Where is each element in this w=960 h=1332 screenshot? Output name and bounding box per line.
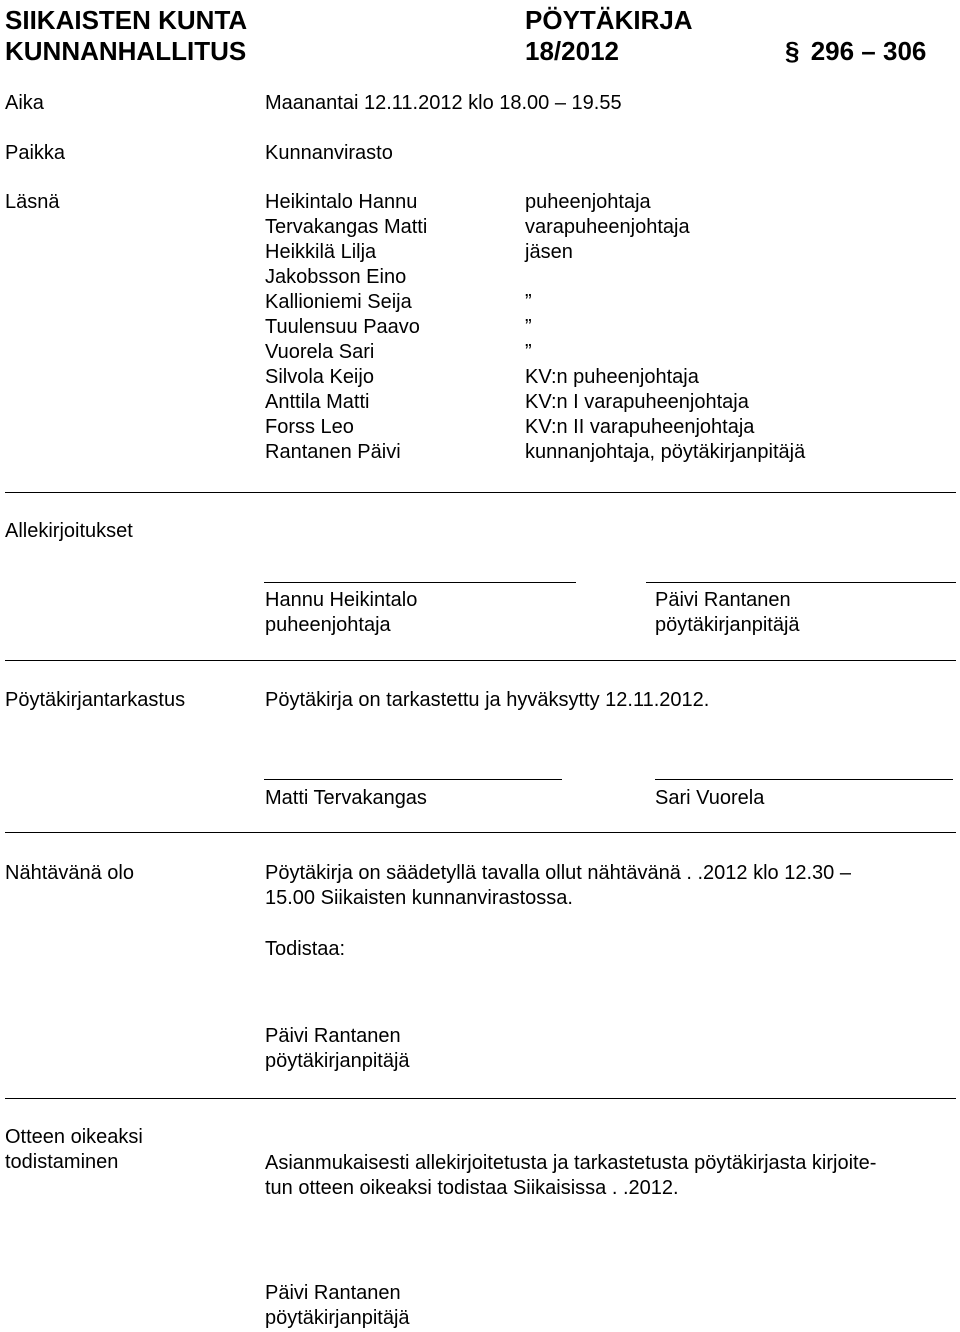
section-range <box>785 36 926 66</box>
attendee-name: Silvola Keijo <box>265 366 374 388</box>
display-text-line1: Pöytäkirja on säädetyllä tavalla ollut nähtävänä . .2012 klo 12.30 – <box>265 862 851 884</box>
chair-title: puheenjohtaja <box>265 614 391 636</box>
extract-signer-title: pöytäkirjanpitäjä <box>265 1307 410 1329</box>
review-text: Pöytäkirja on tarkastettu ja hyväksytty 12.11.2012. <box>265 689 710 711</box>
signature-line <box>264 779 562 780</box>
attendee-role: ” <box>525 291 532 313</box>
display-label: Nähtävänä olo <box>5 862 134 884</box>
attendee-name: Forss Leo <box>265 416 354 438</box>
attendee-role: jäsen <box>525 241 573 263</box>
section-sign: § <box>785 36 800 66</box>
display-text-line2: 15.00 Siikaisten kunnanvirastossa. <box>265 887 573 909</box>
extract-label-line1: Otteen oikeaksi <box>5 1126 143 1148</box>
section-divider <box>5 492 956 493</box>
signature-line <box>646 582 956 583</box>
extract-text-line1: Asianmukaisesti allekirjoitetusta ja tarkastetusta pöytäkirjasta kirjoite- <box>265 1152 877 1174</box>
document-number: 18/2012 <box>525 36 619 66</box>
display-signer-name: Päivi Rantanen <box>265 1025 401 1047</box>
secretary-title: pöytäkirjanpitäjä <box>655 614 800 636</box>
attendee-name: Tuulensuu Paavo <box>265 316 420 338</box>
attendee-row <box>265 190 651 215</box>
document-type: PÖYTÄKIRJA <box>525 5 693 35</box>
signatures-label: Allekirjoitukset <box>5 520 133 542</box>
signature-line <box>655 779 953 780</box>
attendee-row <box>265 390 749 415</box>
attendee-role: KV:n puheenjohtaja <box>525 366 699 388</box>
section-divider <box>5 1098 956 1099</box>
attendee-row <box>265 365 699 390</box>
attendee-row <box>265 340 532 365</box>
attendee-row <box>265 240 573 265</box>
time-value: Maanantai 12.11.2012 klo 18.00 – 19.55 <box>265 92 622 114</box>
attendee-name: Tervakangas Matti <box>265 216 428 238</box>
present-label: Läsnä <box>5 191 60 213</box>
extract-label-line2: todistaminen <box>5 1151 119 1173</box>
attendee-role: varapuheenjohtaja <box>525 216 690 238</box>
attendee-role: kunnanjohtaja, pöytäkirjanpitäjä <box>525 441 806 463</box>
attendee-name: Heikintalo Hannu <box>265 191 418 213</box>
attendee-name: Heikkilä Lilja <box>265 241 377 263</box>
attendee-row <box>265 290 532 315</box>
place-label: Paikka <box>5 142 66 164</box>
section-divider <box>5 660 956 661</box>
attendee-row <box>265 415 755 440</box>
reviewer-right-name: Sari Vuorela <box>655 787 765 809</box>
attendee-role: KV:n II varapuheenjohtaja <box>525 416 755 438</box>
review-label: Pöytäkirjantarkastus <box>5 689 186 711</box>
reviewer-left-name: Matti Tervakangas <box>265 787 427 809</box>
attendee-name: Anttila Matti <box>265 391 370 413</box>
attendee-role: KV:n I varapuheenjohtaja <box>525 391 749 413</box>
attendee-row <box>265 265 427 290</box>
chair-name: Hannu Heikintalo <box>265 589 418 611</box>
attendee-role: puheenjohtaja <box>525 191 651 213</box>
attendee-role: ” <box>525 341 532 363</box>
display-signer-title: pöytäkirjanpitäjä <box>265 1050 410 1072</box>
attendee-name: Kallioniemi Seija <box>265 291 412 313</box>
place-value: Kunnanvirasto <box>265 142 393 164</box>
section-divider <box>5 832 956 833</box>
attendee-row <box>265 215 690 240</box>
attest-label: Todistaa: <box>265 938 346 960</box>
attendee-name: Rantanen Päivi <box>265 441 401 463</box>
attendee-list <box>265 190 806 465</box>
attendee-name: Jakobsson Eino <box>265 266 407 288</box>
board-name: KUNNANHALLITUS <box>5 36 247 66</box>
attendee-name: Vuorela Sari <box>265 341 375 363</box>
attendee-role: ” <box>525 316 532 338</box>
signature-line <box>264 582 576 583</box>
time-label: Aika <box>5 92 44 114</box>
attendee-row <box>265 315 532 340</box>
extract-signer-name: Päivi Rantanen <box>265 1282 401 1304</box>
section-numbers: 296 – 306 <box>810 36 927 66</box>
attendee-row <box>265 440 806 465</box>
municipality-name: SIIKAISTEN KUNTA <box>5 5 248 35</box>
extract-text-line2: tun otteen oikeaksi todistaa Siikaisissa . .2012. <box>265 1177 679 1199</box>
secretary-name: Päivi Rantanen <box>655 589 791 611</box>
